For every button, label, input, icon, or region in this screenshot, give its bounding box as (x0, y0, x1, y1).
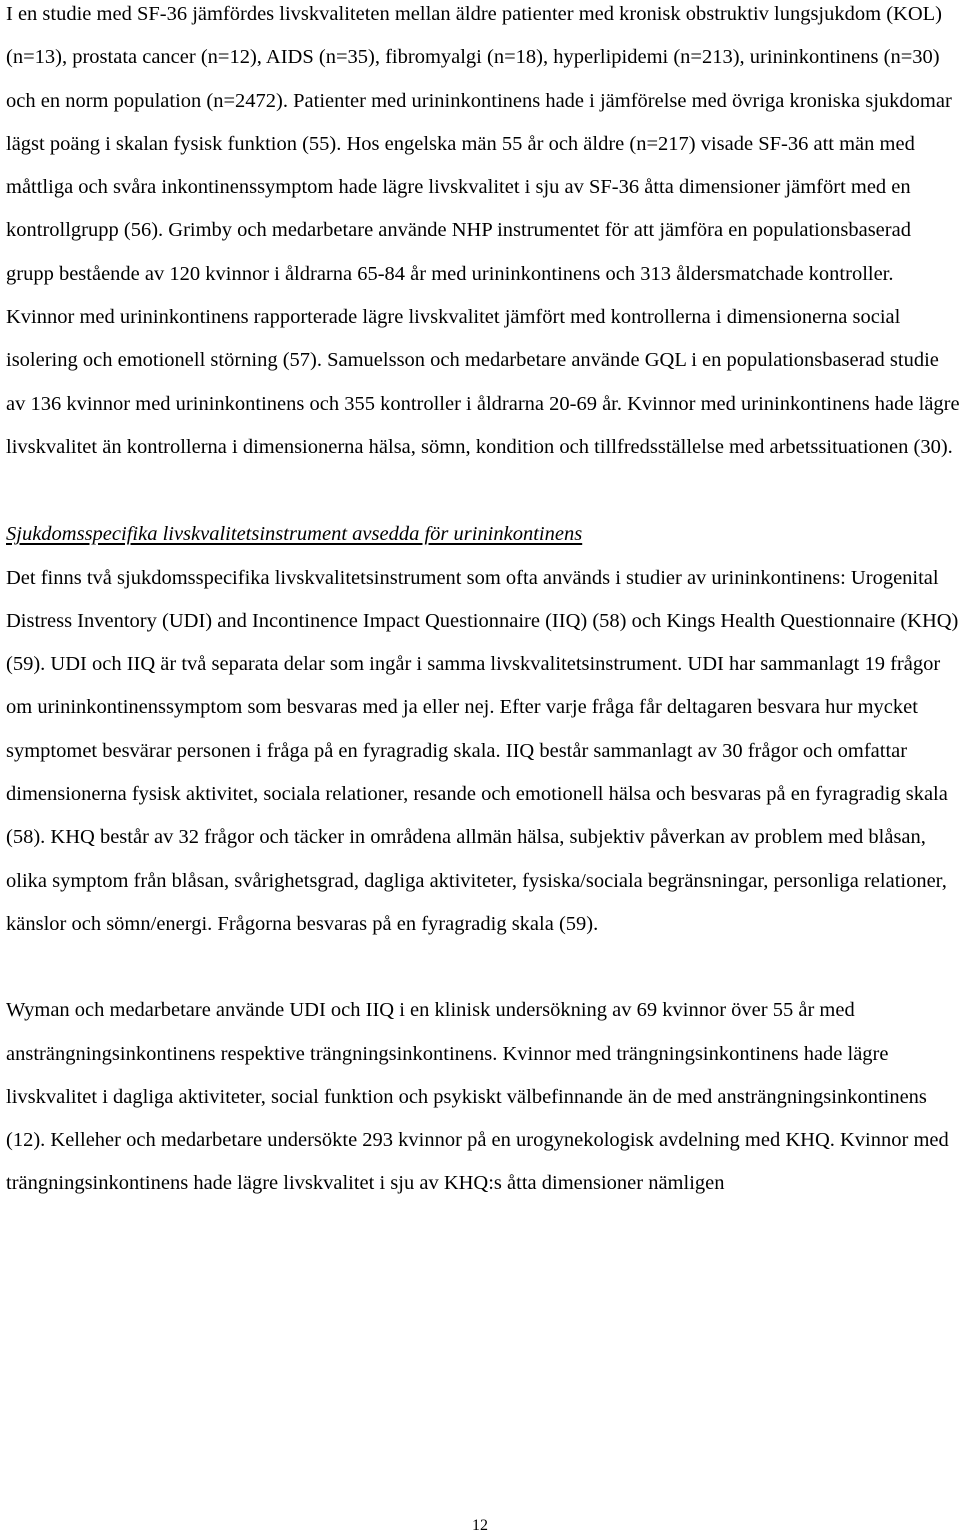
paragraph-quality-of-life-studies: I en studie med SF-36 jämfördes livskvaliteten mellan äldre patienter med kronisk obstruktiv lungsjukdom (KOL) (n=13), prostata cancer (n=12), AIDS (n=35), fibromyalgi (n=18), hyperlipidemi (n=213), urininkontinens (n=30) och en norm population (n=2472). Patienter med urininkontinens hade i jämförelse med övriga kroniska sjukdomar lägst poäng i skalan fysisk funktion (55). Hos engelska män 55 år och äldre (n=217) visade SF-36 att män med måttliga och svåra inkontinenssymptom hade lägre livskvalitet i sju av SF-36 åtta dimensioner jämfört med en kontrollgrupp (56). Grimby och medarbetare använde NHP instrumentet för att jämföra en populationsbaserad grupp bestående av 120 kvinnor i åldrarna 65-84 år med urininkontinens och 313 åldersmatchade kontroller. Kvinnor med urininkontinens rapporterade lägre livskvalitet jämfört med kontrollerna i dimensionerna social isolering och emotionell störning (57). Samuelsson och medarbetare använde GQL i en populationsbaserad studie av 136 kvinnor med urininkontinens och 355 kontroller i åldrarna 20-69 år. Kvinnor med urininkontinens hade lägre livskvalitet än kontrollerna i dimensionerna hälsa, sömn, kondition och tillfredsställelse med arbetssituationen (30). (6, 3, 960, 458)
document-page (6, 0, 960, 1206)
section-heading: Sjukdomsspecifika livskvalitetsinstrument avsedda för urininkontinens (6, 523, 583, 546)
paragraph-disease-specific-instruments: Det finns två sjukdomsspecifika livskvalitetsinstrument som ofta används i studier av urininkontinens: Urogenital Distress Inventory (UDI) and Incontinence Impact Questionnaire (IIQ) (58) och Kings Health Questionnaire (KHQ) (59). UDI och IIQ är två separata delar som ingår i samma livskvalitetsinstrument. UDI har sammanlagt 19 frågor om urininkontinenssymptom som besvaras med ja eller nej. Efter varje fråga får deltagaren besvara hur mycket symptomet besvärar personen i fråga på en fyragradig skala. IIQ består sammanlagt av 30 frågor och omfattar dimensionerna fysisk aktivitet, sociala relationer, resande och emotionell hälsa och besvaras på en fyragradig skala (58). KHQ består av 32 frågor och täcker in områdena allmän hälsa, subjektiv påverkan av problem med blåsan, olika symptom från blåsan, svårighetsgrad, dagliga aktiviteter, fysiska/sociala begränsningar, personliga relationer, känslor och sömn/energi. Frågorna besvaras på en fyragradig skala (59). (6, 566, 959, 935)
paragraph-wyman-study: Wyman och medarbetare använde UDI och IIQ i en klinisk undersökning av 69 kvinnor över 55 år med ansträngningsinkontinens respektive trängningsinkontinens. Kvinnor med trängningsinkontinens hade lägre livskvalitet i dagliga aktiviteter, social funktion och psykiskt välbefinnande än de med ansträngningsinkontinens (12). Kelleher och medarbetare undersökte 293 kvinnor på en urogynekologisk avdelning med KHQ. Kvinnor med trängningsinkontinens hade lägre livskvalitet i sju av KHQ:s åtta dimensioner nämligen (6, 999, 949, 1195)
page-number: 12 (472, 1517, 488, 1534)
